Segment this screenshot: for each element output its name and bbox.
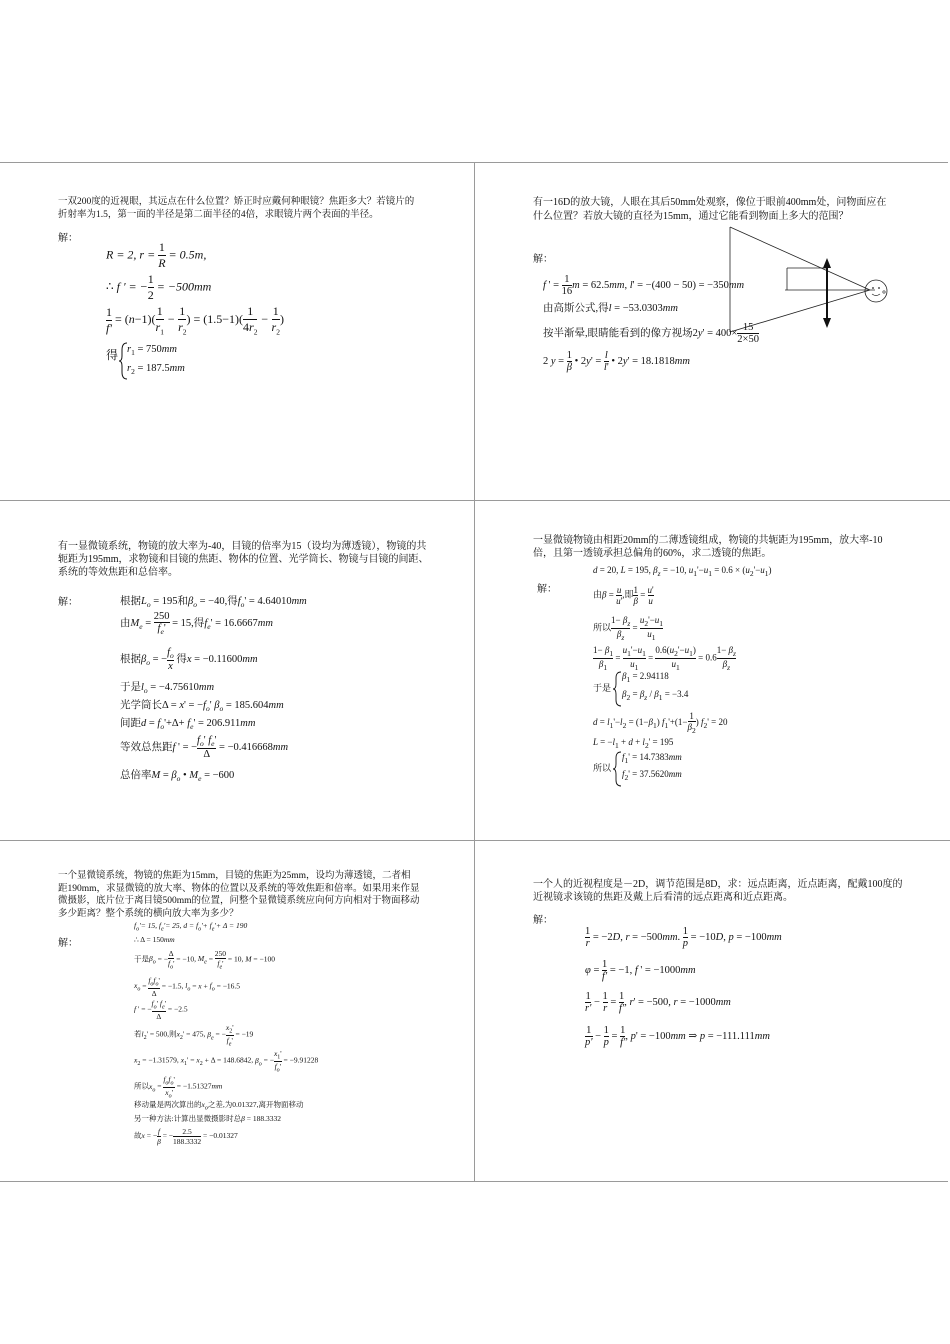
equation-line: 总倍率$M = \beta_o$ • $M_e = -600$ (120, 770, 235, 784)
solution-label: 解： (58, 233, 78, 244)
equation-line: R = 2, r = $\frac{1}{R}$ = 0.5m, (106, 240, 207, 270)
equation-line: d = 20, L = 195, $\beta_z = -10$, $u_1'-u_1 = 0.6 \times (u_2'-u_1)$ (593, 565, 772, 578)
slide-two-lens-objective (475, 501, 949, 840)
equation-line: 光学筒长$\Delta = x' = -f_o'$ $\beta_o = 185.604mm$ (120, 700, 284, 714)
question-text: 一双200度的近视眼，其远点在什么位置？矫正时应戴何种眼镜？焦距多大？若镜片的折射率为1.5，第一面的半径是第二面半径的4倍，求眼镜片两个表面的半径。 (58, 197, 415, 220)
slide-myopia-lens (0, 162, 474, 501)
equation-line: 于是$l_o = -4.75610mm$ (120, 682, 215, 696)
result-f1: $f_1' = 14.7383mm$ (622, 752, 682, 765)
equation-line: f ' = − $\frac{f_o' f_e'}{\Delta}$ = −2.5 (134, 999, 188, 1021)
equation-line: φ = $\frac{1}{f'}$ = −1, f ' = −1000mm (585, 959, 696, 982)
equation-line: $x_2 = -1.31579$, $x_1' = x_2 + \Delta = 148.6842$, $\beta_o$ = − $\frac{x_1'}{f_o'}$ = −9.91228 (134, 1049, 319, 1073)
equation-line: 若$l_2' = 500$,则$x_2' = 475$, $\beta_e$ = − $\frac{x_2'}{f_e'}$ = −19 (134, 1023, 254, 1047)
equation-line: 根据$\beta_o$ = − $\frac{f_o}{x}$ 得x = −0.11600mm (120, 647, 258, 673)
equation-line: $\frac{1}{r'}$ − $\frac{1}{r}$ = $\frac{1}{f'}$ , r' = −500, r = −1000mm (585, 991, 731, 1014)
question-text: 有一16D的放大镜，人眼在其后50mm处观察，像位于眼前400mm处，问物面应在什么位置？若放大镜的直径为15mm，通过它能看到物面上多大的范围？ (533, 197, 887, 222)
equation-line: $d = l_1'-l_2 = (1-\beta_1)$ $f_1'+(1-$ $\frac{1}{\beta_2}$ ) $f_2' = 20$ (593, 711, 728, 735)
equation-line: $f_o'= 15$, $f_e'= 25$, $d = f_o'+ f_e'+ \Delta = 190$ (134, 921, 248, 933)
question-text: 有一显微镜系统，物镜的放大率为-40，目镜的倍率为15（设均为薄透镜），物镜的共轭距为195mm，求物镜和目镜的焦距、物体的位置、光学筒长、物镜与目镜的间距、系统的等效焦距和总倍率。 (58, 541, 429, 578)
result-beta1: $\beta_1 = 2.94118$ (622, 671, 669, 684)
equation-line: 由β = $\frac{u}{u'}$ ,即 $\frac{1}{\beta}$ = $\frac{u'}{u}$ (593, 585, 654, 606)
equation-line: ∴ f ' = − $\frac{1}{2}$ = −500mm (106, 272, 212, 302)
question-text: 一个显微镜系统，物镜的焦距为15mm，目镜的焦距为25mm，设均为薄透镜，二者相距190mm，求显微镜的放大率、物体的位置以及系统的等效焦距和倍率。如果用来作显微摄影，底片位于离目镜500mm的位置，问整个显微镜系统应向何方向相对于物面移动多少距离？整个系统的横向放大率为多少？ (58, 871, 420, 919)
result-label: 所以 (593, 763, 612, 773)
question-text: 一个人的近视程度是－2D，调节范围是8D，求：远点距离，近点距离，配戴100度的近视镜求该镜的焦距及戴上后看清的远点距离和近点距离。 (533, 879, 903, 903)
equation-line: 由$M_e$ = $\frac{250}{f_e'}$ = 15,得$f_e' = 16.6667mm$ (120, 611, 273, 637)
solution-label: 解： (537, 584, 557, 595)
question-text: 一显微镜物镜由相距20mm的二薄透镜组成，物镜的共轭距为195mm，放大率-10倍，且第一透镜承担总偏角的60%，求二透镜的焦距。 (533, 535, 883, 559)
equation-line: 由高斯公式,得l = −53.0303mm (543, 303, 678, 314)
solution-label: 解： (58, 938, 78, 949)
equation-line: 等效总焦距f ' = − $\frac{f_o' f_e'}{\Delta}$ = −0.416668mm (120, 735, 289, 761)
equation-line: 故x = − $\frac{f}{\beta}$ = − $\frac{2.5}{188.3332}$ = −0.01327 (134, 1127, 238, 1146)
slide-myopia-glasses (475, 841, 949, 1180)
equation-line: $\frac{1}{p'}$ − $\frac{1}{p}$ = $\frac{1}{f'}$ , p' = −100mm ⇒ p = −111.111mm (585, 1025, 770, 1048)
equation-line: 所以$x_o$ = $f_of_o'$ $x_o'$ = −1.51327mm (134, 1075, 223, 1099)
equation-line: $\frac{1}{f'}$ = (n−1)( $\frac{1}{r_1}$ − $\frac{1}{r_2}$ ) = (1.5−1)( $\frac{1}{4r_2}$ − $\frac{1}{r_2}$ ) (106, 304, 284, 337)
equation-line: $x_o$ = $f_of_o'$ Δ = −1.5, $l_o = x + f_o = -16.5$ (134, 976, 241, 998)
result-f2: $f_2' = 37.5620mm$ (622, 769, 682, 782)
result-r1: $r_1 = 750mm$ (127, 344, 177, 358)
solution-label: 解： (533, 915, 553, 926)
equation-line: 2 y = $\frac{1}{\beta}$ • 2y' = $\frac{l}{l'}$ • 2y' = 18.1818mm (543, 350, 690, 373)
result-r2: $r_2 = 187.5mm$ (127, 363, 185, 377)
equation-line: 另一种方法:计算出显微摄影时总β = 188.3332 (134, 1114, 281, 1123)
solution-label: 解： (533, 254, 553, 265)
equation-line: 所以 $\frac{1- \beta_z}{\beta_z}$ = $\frac{u_2'-u_1}{u_1}$ (593, 615, 664, 642)
equation-line: 按半渐晕,眼睛能看到的像方视场2y' = 400× $\frac{15}{2\times 50}$ (543, 322, 759, 345)
equation-line: 间距$d = f_o'+\Delta+ f_e' = 206.911mm$ (120, 718, 256, 732)
result-label: 得 (106, 348, 119, 362)
equation-line: 于是$\beta_o$ = − $\frac{\Delta}{f_o'}$ = −10, $M_e$ = $\frac{250}{f_e'}$ = 10, M = −100 (134, 949, 275, 971)
equation-line: $\frac{1- \beta_1}{\beta_1}$ = $\frac{u_1'-u_1}{u_1}$ = $\frac{0.6(u_2'-u_1)}{u_1}$ = 0.6 $\frac{1- \beta_z}{\beta_z}$ (593, 645, 736, 672)
equation-line: 根据$L_o = 195$和$\beta_o = -40$,得$f_o' = 4.64010mm$ (120, 596, 307, 610)
equation-line: ∴ Δ = 150mm (134, 935, 175, 944)
result-label: 于是 (593, 683, 612, 693)
slide-microscope-system (0, 501, 474, 840)
equation-line: f ' = $\frac{1}{16}$ m = 62.5mm, l' = −(400 − 50) = −350mm (543, 274, 745, 297)
slide-magnifier (475, 162, 949, 501)
result-beta2: $\beta_2 = \beta_z / \beta_1 = -3.4$ (622, 689, 689, 702)
equation-line: 移动量是两次算出的$x_o$之差,为0.01327,离开物面移动 (134, 1100, 304, 1112)
equation-line: $\frac{1}{r}$ = −2D, r = −500mm. $\frac{1}{p}$ = −10D, p = −100mm (585, 926, 782, 949)
solution-label: 解： (58, 597, 78, 608)
equation-line: $L = -l_1 + d + l_2' = 195$ (593, 737, 674, 750)
slide-microphotography (0, 841, 474, 1180)
